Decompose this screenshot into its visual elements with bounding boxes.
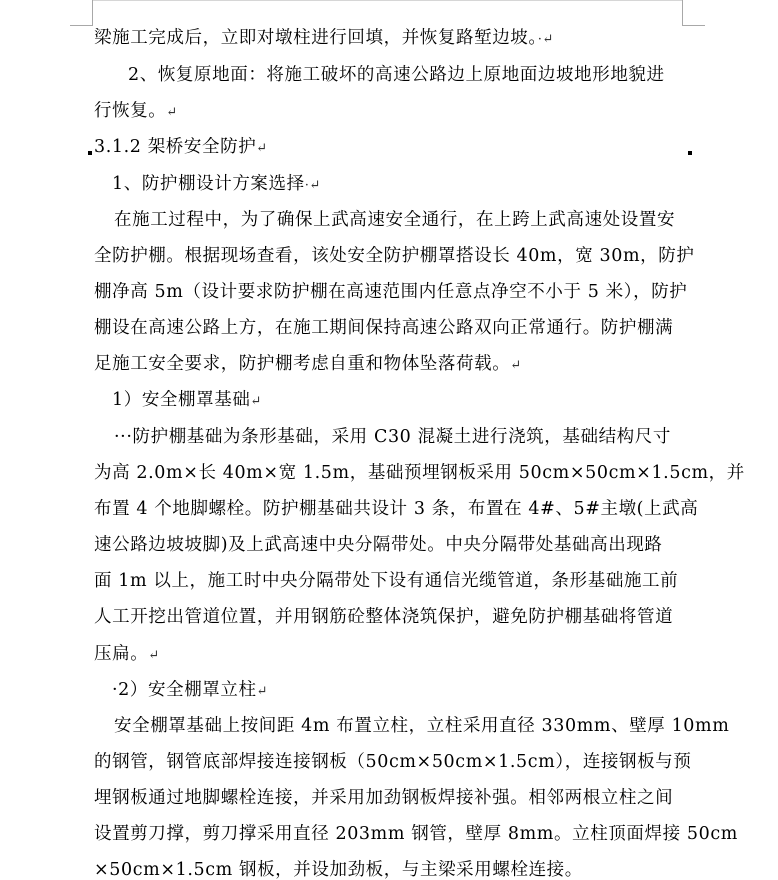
text-line: 布置 4 个地脚螺栓。防护棚基础共设计 3 条，布置在 4#、5#主墩(上武高 [94,499,699,519]
margin-corner-right-h [683,25,705,26]
text-line: 全防护棚。根据现场查看，该处安全防护棚罩搭设长 40m，宽 30m，防护 [94,246,695,266]
margin-corner-left-h [70,25,92,26]
text-line: ×50cm×1.5cm 钢板，并设加劲板，与主梁采用螺栓连接。 [94,860,583,880]
text-line: ···防护棚基础为条形基础，采用 C30 混凝土进行浇筑，基础结构尺寸 [114,427,671,447]
text-line: 2、恢复原地面：将施工破坏的高速公路边上原地面边坡地形地貌进 [128,65,665,85]
text-line: 设置剪刀撑，剪刀撑采用直径 203mm 钢管，壁厚 8mm。立柱顶面焊接 50cm [94,824,738,844]
text-line: 人工开挖出管道位置，并用钢筋砼整体浇筑保护，避免防护棚基础将管道 [94,607,674,627]
text-line: 在施工过程中，为了确保上武高速安全通行，在上跨上武高速处设置安 [114,210,676,230]
text-line: 速公路边坡坡脚)及上武高速中央分隔带处。中央分隔带处基础高出现路 [94,535,663,555]
text-line: 1、防护棚设计方案选择·↵ [112,174,321,194]
text-line: 的钢管，钢管底部焊接连接钢板（50cm×50cm×1.5cm），连接钢板与预 [94,752,692,772]
text-line: 棚设在高速公路上方，在施工期间保持高速公路双向正常通行。防护棚满 [94,318,674,338]
text-line: 为高 2.0m×长 40m×宽 1.5m，基础预埋钢板采用 50cm×50cm×1.5cm，并 [94,463,745,483]
text-line: 棚净高 5m（设计要求防护棚在高速范围内任意点净空不小于 5 米），防护 [94,282,688,302]
text-line: 埋钢板通过地脚螺栓连接，并采用加劲钢板焊接补强。相邻两根立柱之间 [94,788,674,808]
text-line: 安全棚罩基础上按间距 4m 布置立柱，立柱采用直径 330mm、壁厚 10mm [114,716,730,736]
text-line: ·2）安全棚罩立柱↵ [112,680,269,700]
margin-corner-left [92,0,93,26]
heading-bullet-right [688,151,692,155]
section-heading: 3.1.2 架桥安全防护↵ [94,137,268,157]
text-line: 压扁。↵ [94,644,160,664]
text-line: 足施工安全要求，防护棚考虑自重和物体坠落荷载。↵ [94,354,522,374]
text-line: 梁施工完成后，立即对墩柱进行回填，并恢复路堑边坡。·↵ [94,28,554,48]
text-line: 面 1m 以上，施工时中央分隔带处下设有通信光缆管道，条形基础施工前 [94,571,679,591]
page-top-edge [93,0,682,1]
text-line: 1）安全棚罩基础↵ [112,390,262,410]
margin-corner-right [682,0,683,26]
heading-bullet-left [88,151,92,155]
text-line: 行恢复。↵ [94,101,178,121]
